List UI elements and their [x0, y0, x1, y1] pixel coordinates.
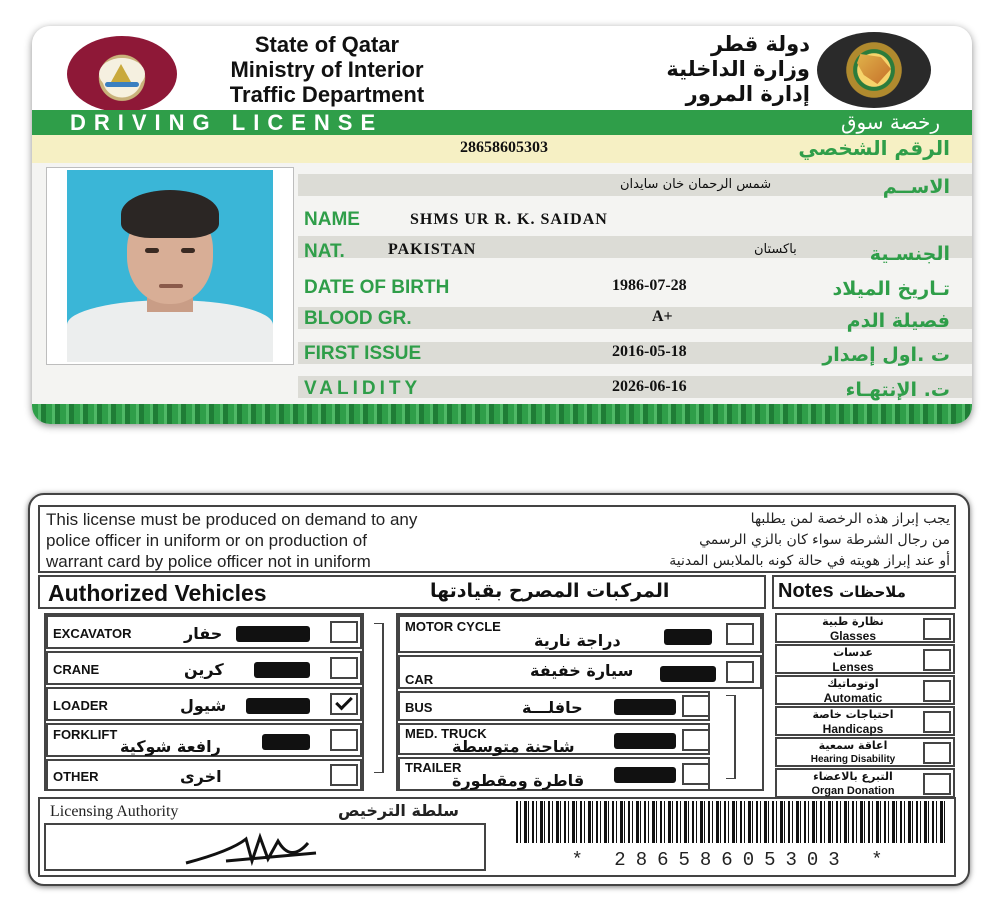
hearing-disability-checkbox[interactable] — [923, 742, 951, 764]
notice-line: police officer in uniform or on production of — [46, 531, 367, 550]
nationality-value-ar: باكستان — [754, 242, 797, 257]
signature-box — [44, 823, 486, 871]
forklift-checkbox[interactable] — [330, 729, 358, 751]
personal-number-label-ar: الرقم الشخصي — [798, 136, 950, 160]
license-back-card — [28, 493, 970, 886]
authorized-vehicles-title: Authorized Vehicles — [48, 580, 267, 606]
blood-group-label: BLOOD GR. — [304, 308, 412, 329]
automatic-checkbox[interactable] — [923, 680, 951, 702]
notice-english — [46, 509, 566, 572]
note-hearing-disability — [775, 737, 955, 767]
signature-icon — [46, 825, 488, 873]
bus-icon — [614, 699, 676, 715]
note-glasses — [775, 613, 955, 643]
vehicle-label: MOTOR CYCLE — [405, 619, 501, 634]
header-ministry-ar: وزارة الداخلية — [666, 57, 810, 81]
note-label: Glasses — [829, 629, 877, 643]
excavator-icon — [236, 626, 310, 642]
vehicle-label: CRANE — [53, 662, 100, 677]
note-label: Organ Donation — [811, 785, 895, 797]
note-label-ar: نظارة طبية — [822, 615, 884, 628]
validity-label-ar: ت. الإنتهـاء — [845, 379, 950, 401]
validity-label: VALIDITY — [304, 378, 422, 399]
vehicle-label-ar: دراجة نارية — [534, 631, 621, 650]
gcc-emblem-icon — [817, 32, 931, 108]
personal-number: 28658605303 — [460, 139, 548, 156]
name-label: NAME — [304, 209, 360, 230]
med-truck-checkbox[interactable] — [682, 729, 710, 751]
blood-group-label-ar: فصيلة الدم — [846, 310, 950, 332]
first-issue-label-ar: ت .اول إصدار — [822, 344, 950, 366]
first-issue-label: FIRST ISSUE — [304, 343, 422, 364]
forklift-icon — [262, 734, 310, 750]
header-english — [182, 32, 472, 107]
bracket-divider — [374, 623, 384, 773]
holder-photo — [46, 167, 294, 365]
note-label: Handicaps — [822, 722, 884, 736]
note-organ-donation — [775, 768, 955, 798]
car-icon — [660, 666, 716, 682]
vehicle-label-ar: رافعة شوكية — [120, 737, 221, 756]
vehicle-row-med-truck — [398, 723, 710, 755]
dob-label: DATE OF BIRTH — [304, 277, 450, 298]
note-lenses — [775, 644, 955, 674]
vehicle-row-motorcycle — [398, 615, 762, 653]
dob-value: 1986-07-28 — [612, 277, 687, 294]
licensing-authority-label-ar: سلطة الترخيص — [338, 801, 459, 820]
vehicle-label: FORKLIFT — [53, 727, 118, 742]
vehicle-label-ar: اخرى — [180, 767, 222, 786]
trailer-checkbox[interactable] — [682, 763, 710, 785]
lenses-checkbox[interactable] — [923, 649, 951, 671]
note-label-ar: عدسات — [833, 646, 873, 659]
notice-line-ar: يجب إبراز هذه الرخصة لمن يطلبها — [750, 511, 950, 527]
title-driving-license-ar: رخصة سوق — [840, 110, 940, 134]
vehicle-label-ar: سيارة خفيفة — [530, 661, 634, 680]
notes-title-ar: ملاحظات — [839, 583, 906, 601]
vehicle-label-ar: كرين — [184, 660, 224, 679]
vehicle-row-other — [46, 759, 362, 791]
vehicle-row-trailer — [398, 757, 710, 791]
motorcycle-icon — [664, 629, 712, 645]
vehicle-label: OTHER — [53, 769, 99, 784]
note-label: Lenses — [832, 660, 874, 674]
vehicle-label: TRAILER — [405, 760, 462, 775]
organ-donation-checkbox[interactable] — [923, 773, 951, 795]
name-value: SHMS UR R. K. SAIDAN — [410, 211, 608, 228]
authorized-vehicles-title-ar: المركبات المصرح بقيادتها — [430, 580, 670, 602]
header-arabic — [620, 32, 810, 107]
header-department-ar: إدارة المرور — [685, 82, 810, 106]
glasses-checkbox[interactable] — [923, 618, 951, 640]
header-department: Traffic Department — [229, 82, 425, 107]
vehicle-row-loader — [46, 687, 362, 721]
barcode — [516, 801, 948, 843]
car-checkbox[interactable] — [726, 661, 754, 683]
license-front-card — [32, 26, 972, 424]
header-state: State of Qatar — [254, 32, 400, 57]
notice-arabic — [550, 509, 950, 572]
motorcycle-checkbox[interactable] — [726, 623, 754, 645]
other-checkbox[interactable] — [330, 764, 358, 786]
vehicle-label-ar: شاحنة متوسطة — [452, 737, 575, 756]
note-label: Automatic — [823, 691, 883, 705]
nationality-label-ar: الجنسـية — [869, 243, 950, 265]
nationality-label: NAT. — [304, 241, 345, 262]
barcode-number: * 28658605303 * — [571, 849, 893, 871]
vehicle-label: LOADER — [53, 698, 108, 713]
loader-icon — [246, 698, 310, 714]
blood-group-value: A+ — [652, 308, 673, 325]
vehicle-row-car — [398, 655, 762, 689]
notice-line: warrant card by police officer not in uniform — [46, 552, 371, 571]
vehicle-label-ar: قاطرة ومقطورة — [452, 771, 585, 790]
vehicle-label-ar: شيول — [180, 696, 227, 715]
note-label-ar: التبرع بالاعضاء — [813, 770, 893, 783]
decorative-pattern-band — [32, 404, 972, 424]
loader-checkbox[interactable] — [330, 693, 358, 715]
note-label-ar: اعاقة سمعية — [818, 739, 888, 752]
note-label-ar: احتياجات خاصة — [812, 708, 894, 721]
note-handicaps — [775, 706, 955, 736]
notice-line-ar: أو عند إبراز هويته في حالة كونه بالملابس المدنية — [669, 553, 950, 569]
crane-checkbox[interactable] — [330, 657, 358, 679]
vehicle-label-ar: حافلـــة — [522, 698, 583, 717]
vehicle-row-bus — [398, 691, 710, 721]
vehicle-label: CAR — [405, 672, 434, 687]
notice-line-ar: من رجال الشرطة سواء كان بالزي الرسمي — [699, 532, 950, 548]
header-ministry: Ministry of Interior — [230, 57, 424, 82]
vehicle-row-forklift — [46, 723, 362, 757]
validity-value: 2026-06-16 — [612, 378, 687, 395]
notes-title — [778, 580, 906, 603]
name-arabic-label: الاســم — [882, 176, 950, 198]
truck-icon — [614, 733, 676, 749]
nationality-value: PAKISTAN — [388, 241, 477, 258]
trailer-icon — [614, 767, 676, 783]
notice-line: This license must be produced on demand to any — [46, 510, 418, 529]
header-state-ar: دولة قطر — [710, 32, 810, 56]
qatar-emblem-icon — [67, 36, 177, 112]
vehicle-row-excavator — [46, 615, 362, 649]
title-driving-license: DRIVING LICENSE — [70, 110, 384, 135]
first-issue-value: 2016-05-18 — [612, 343, 687, 360]
notes-title-en: Notes — [778, 580, 834, 602]
bracket-divider — [726, 695, 736, 779]
licensing-authority-label: Licensing Authority — [50, 803, 179, 820]
crane-icon — [254, 662, 310, 678]
vehicle-label: BUS — [405, 700, 433, 715]
vehicle-label: MED. TRUCK — [405, 726, 487, 741]
handicaps-checkbox[interactable] — [923, 711, 951, 733]
check-icon — [335, 693, 353, 711]
vehicle-label: EXCAVATOR — [53, 626, 132, 641]
name-arabic-value: شمس الرحمان خان سايدان — [620, 177, 772, 192]
vehicle-label-ar: حفار — [184, 624, 223, 643]
note-label: Hearing Disability — [810, 754, 896, 765]
note-label-ar: اوتوماتيك — [827, 677, 879, 690]
note-automatic — [775, 675, 955, 705]
excavator-checkbox[interactable] — [330, 621, 358, 643]
bus-checkbox[interactable] — [682, 695, 710, 717]
vehicle-row-crane — [46, 651, 362, 685]
dob-label-ar: تـاريخ الميلاد — [832, 278, 950, 300]
